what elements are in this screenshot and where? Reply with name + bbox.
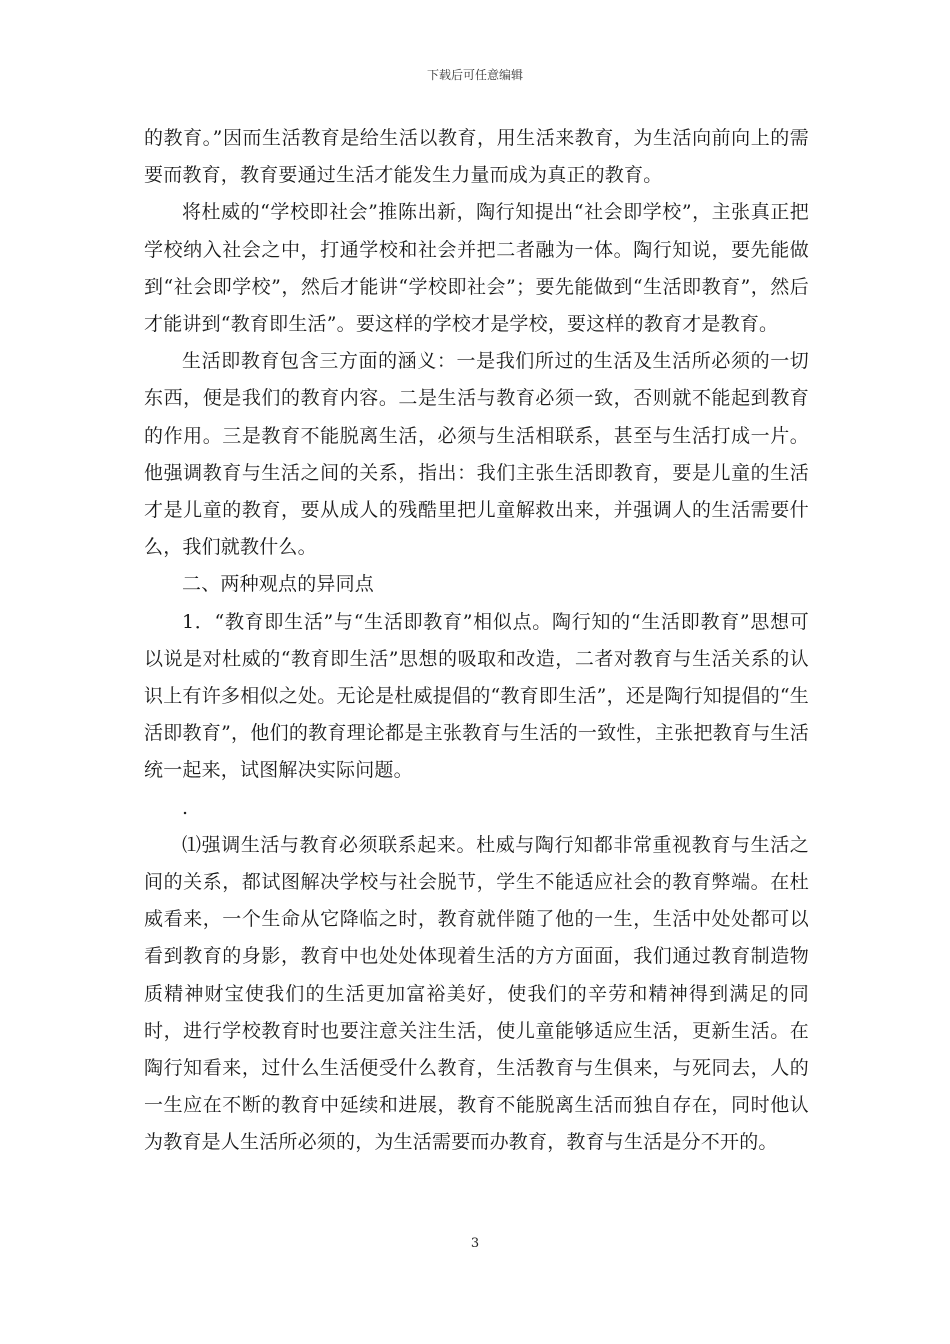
page-header: 下载后可任意编辑 (426, 68, 523, 82)
paragraph-1: 的教育。”因而生活教育是给生活以教育，用生活来教育，为生活向前向上的需要而教育，教育要通过生活才能发生力量而成为真正的教育。 (144, 127, 809, 187)
document-body (144, 120, 809, 1162)
stray-dot: . (182, 796, 189, 819)
paragraph-2: 将杜威的“学校即社会”推陈出新，陶行知提出“社会即学校”，主张真正把学校纳入社会之中，打通学校和社会并把二者融为一体。陶行知说，要先能做到“社会即学校”，然后才能讲“学校即社会”；要先能做到“生活即教育”，然后才能讲到“教育即生活”。要这样的学校才是学校，要这样的教育才是教育。 (144, 201, 809, 336)
page-number: 3 (470, 1236, 480, 1251)
section-heading: 二、两种观点的异同点 (182, 573, 375, 596)
paragraph-4: 1．“教育即生活”与“生活即教育”相似点。陶行知的“生活即教育”思想可以说是对杜威的“教育即生活”思想的吸取和改造，二者对教育与生活关系的认识上有许多相似之处。无论是杜威提倡的“教育即生活”，还是陶行知提倡的“生活即教育”，他们的教育理论都是主张教育与生活的一致性，主张把教育与生活统一起来，试图解决实际问题。 (144, 610, 809, 782)
paragraph-5: ⑴强调生活与教育必须联系起来。杜威与陶行知都非常重视教育与生活之间的关系，都试图解决学校与社会脱节，学生不能适应社会的教育弊端。在杜威看来，一个生命从它降临之时，教育就伴随了他的一生，生活中处处都可以看到教育的身影，教育中也处处体现着生活的方方面面，我们通过教育制造物质精神财宝使我们的生活更加富裕美好，使我们的辛劳和精神得到满足的同时，进行学校教育时也要注意关注生活，使儿童能够适应生活，更新生活。在陶行知看来，过什么生活便受什么教育，生活教育与生俱来，与死同去，人的一生应在不断的教育中延续和进展，教育不能脱离生活而独自存在，同时他认为教育是人生活所必须的，为生活需要而办教育，教育与生活是分不开的。 (144, 833, 809, 1154)
paragraph-3: 生活即教育包含三方面的涵义：一是我们所过的生活及生活所必须的一切东西，便是我们的教育内容。二是生活与教育必须一致，否则就不能起到教育的作用。三是教育不能脱离生活，必须与生活相联系，甚至与生活打成一片。他强调教育与生活之间的关系，指出：我们主张生活即教育，要是儿童的生活才是儿童的教育，要从成人的残酷里把儿童解救出来，并强调人的生活需要什么，我们就教什么。 (144, 350, 809, 559)
